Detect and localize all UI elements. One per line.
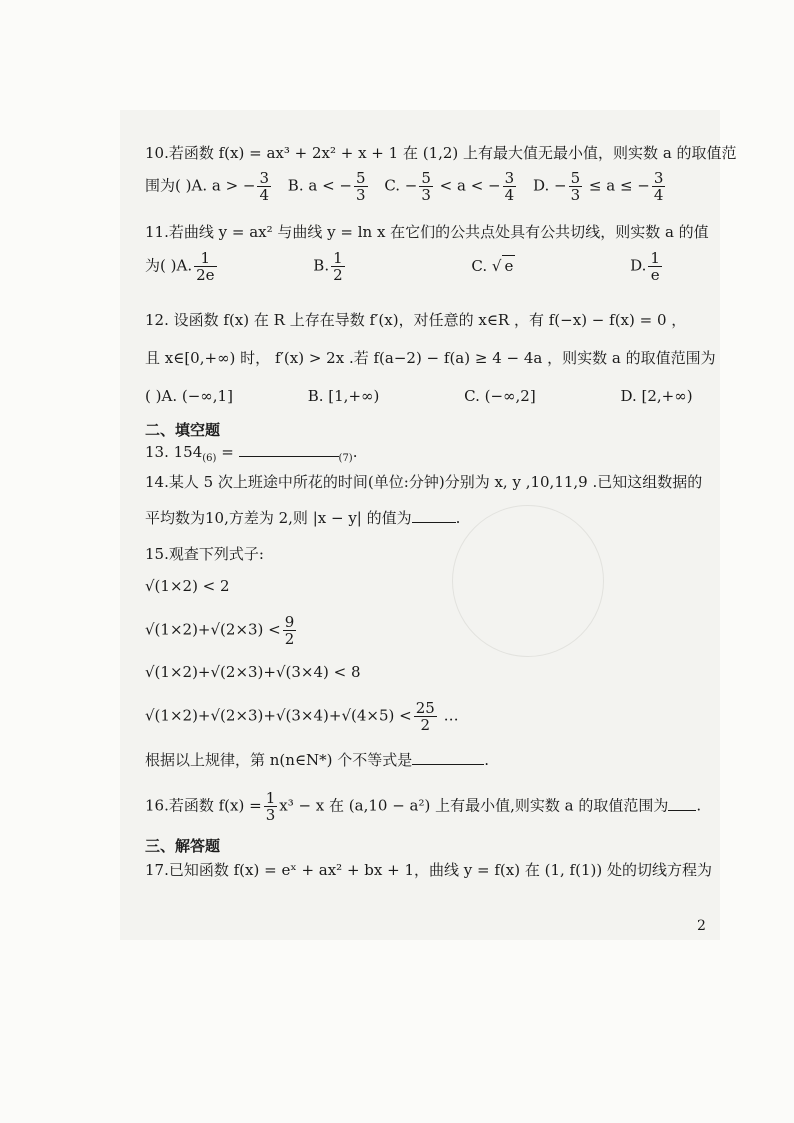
q16: 16.若函数 f(x) = $\frac{1}{3}$ x³ − x 在 (a,10 − a²) 上有最小值,则实数 a 的取值范围为 . bbox=[145, 789, 702, 824]
page-number: 2 bbox=[697, 918, 706, 934]
q11-options: 为( )A. $\frac{1}{2e}$ B. $\frac{1}{2}$ C. √ e D. $\frac{1}{e}$ bbox=[145, 249, 660, 284]
q15-inequality-4: √(1×2)+√(2×3)+√(3×4)+√(4×5) < $\frac{25}{2}$ … bbox=[145, 699, 459, 734]
q16-answer-blank[interactable] bbox=[668, 796, 696, 811]
q15-answer-blank[interactable] bbox=[412, 750, 484, 765]
q14-line1: 14.某人 5 次上班途中所花的时间(单位:分钟)分别为 x, y ,10,11,9 .已知这组数据的 bbox=[145, 473, 703, 491]
q15-intro: 15.观查下列式子: bbox=[145, 545, 264, 563]
q12-stem: 12. 设函数 f(x) 在 R 上存在导数 f′(x)，对任意的 x∈R ，有 f(−x) − f(x) = 0 ， bbox=[145, 311, 687, 329]
q15-inequality-1: √(1×2) < 2 bbox=[145, 577, 230, 595]
q13: 13. $154_{(6)} = _{(7)}$. bbox=[145, 443, 358, 464]
q15-inequality-3: √(1×2)+√(2×3)+√(3×4) < 8 bbox=[145, 663, 361, 681]
q12-options: ( )A. (−∞,1] B. [1,+∞) C. (−∞,2] D. [2,+∞) bbox=[145, 387, 693, 405]
section-fill-in: 二、填空题 bbox=[145, 421, 221, 439]
q15-conclusion: 根据以上规律，第 n(n∈N*) 个不等式是 . bbox=[145, 751, 490, 769]
q13-answer-blank[interactable] bbox=[239, 442, 339, 457]
q12-condition: 且 x∈[0,+∞) 时， f′(x) > 2x .若 f(a−2) − f(a) ≥ 4 − 4a ，则实数 a 的取值范围为 bbox=[145, 349, 716, 367]
section-solutions: 三、解答题 bbox=[145, 837, 221, 855]
q14-answer-blank[interactable] bbox=[412, 508, 456, 523]
q17: 17.已知函数 f(x) = eˣ + ax² + bx + 1，曲线 y = f(x) 在 (1, f(1)) 处的切线方程为 bbox=[145, 861, 712, 879]
q11-stem: 11.若曲线 y = ax² 与曲线 y = ln x 在它们的公共点处具有公共切线，则实数 a 的值 bbox=[145, 223, 709, 241]
q10-stem: 10.若函数 f(x) = ax³ + 2x² + x + 1 在 (1,2) 上有最大值无最小值，则实数 a 的取值范 bbox=[145, 144, 737, 162]
q14-line2: 平均数为10,方差为 2,则 |x − y| 的值为 . bbox=[145, 509, 461, 527]
q15-inequality-2: √(1×2)+√(2×3) < $\frac{9}{2}$ bbox=[145, 613, 295, 648]
q10-options: 围为( )A. a > − $\frac{3}{4}$ B. a < − $\frac{5}{3}$ C. − $\frac{5}{3}$ < a < − $\frac{3}{4}$ D. − $\frac{5}{3}$ ≤ a ≤ − $\frac{3}{4}$ bbox=[145, 169, 664, 204]
